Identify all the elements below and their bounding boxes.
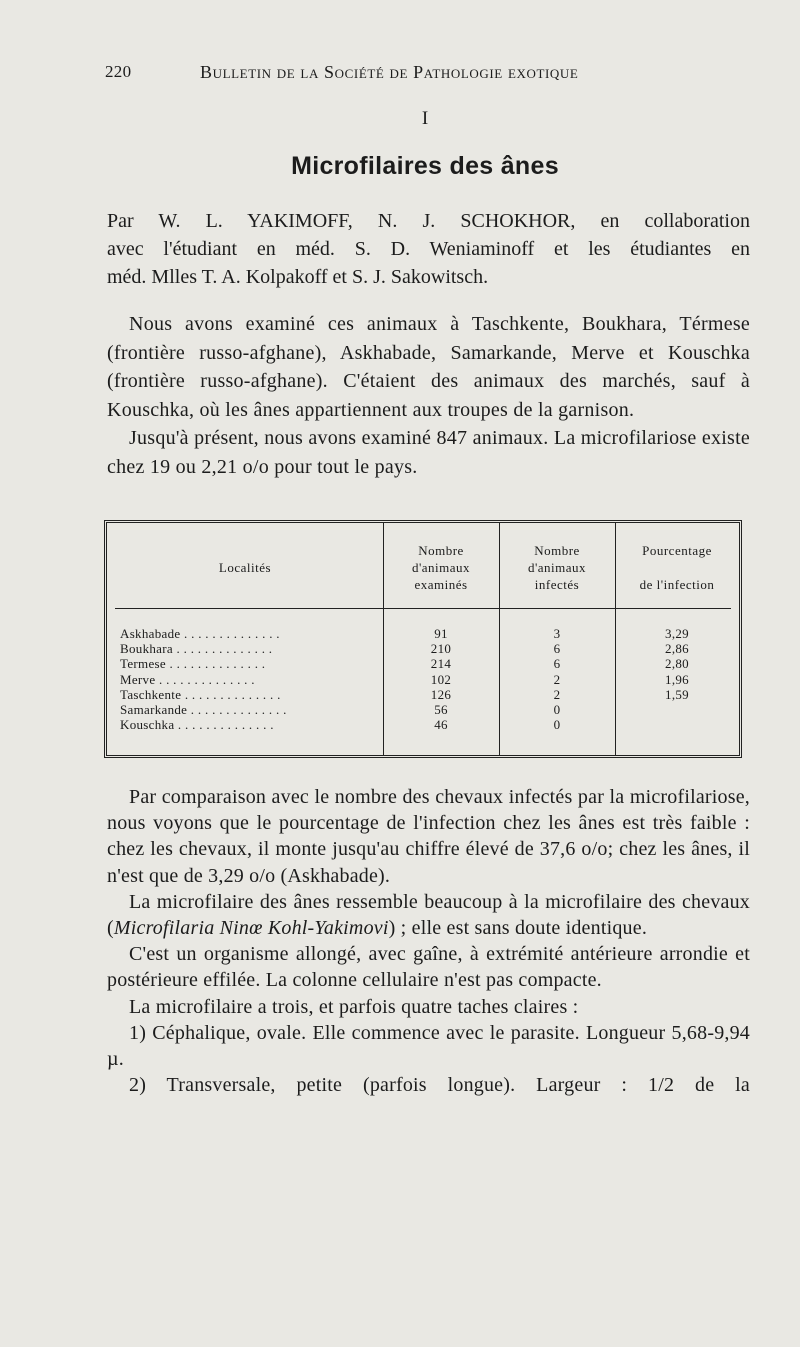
paragraph: 1) Céphalique, ovale. Elle commence avec le parasite. Longueur 5,68-9,94 µ. — [107, 1021, 750, 1071]
row-localite: Taschkente . . . . . . . . . . . . . . — [120, 686, 281, 702]
row-pourcentage: 3,29 — [665, 626, 689, 641]
row-pourcentage: 1,59 — [665, 686, 689, 702]
intro-text — [107, 310, 750, 481]
row-infectes: 2 — [553, 671, 561, 687]
row-localite: Termese . . . . . . . . . . . . . . — [120, 656, 266, 672]
pourcentage-column — [615, 626, 739, 732]
row-localite: Kouschka . . . . . . . . . . . . . . — [120, 717, 274, 733]
article-title: Microfilaires des ânes — [291, 152, 559, 180]
row-localite: Samarkande . . . . . . . . . . . . . . — [120, 702, 287, 718]
row-infectes: 0 — [553, 717, 561, 733]
row-infectes: 6 — [553, 641, 561, 657]
row-pourcentage: 1,96 — [665, 671, 689, 687]
row-pourcentage — [615, 702, 739, 717]
body-text — [107, 784, 750, 1098]
paragraph: Jusqu'à présent, nous avons examiné 847 animaux. La microfilariose existe chez 19 ou 2,21 o/o pour tout le pays. — [107, 427, 750, 478]
row-examines: 126 — [430, 686, 452, 702]
paragraph: Par comparaison avec le nombre des chevaux infectés par la microfilariose, nous voyons que le pourcentage de l'infection chez les ânes est très faible : chez les chevaux, il monte jusqu'au chiffre élevé de 37,6 o/o; chez les ânes, il n'est que de 3,29 o/o (Askhabade). — [107, 786, 750, 887]
page-number: 220 — [105, 62, 132, 81]
row-infectes: 2 — [553, 686, 561, 702]
species-name: Microfilaria Ninœ Kohl-Yakimovi — [113, 917, 389, 940]
author-line: méd. Mlles T. A. Kolpakoff et S. J. Sakowitsch. — [107, 266, 489, 288]
author-line: Par W. L. YAKIMOFF, N. J. SCHOKHOR, en collaboration — [107, 210, 750, 232]
row-pourcentage — [615, 717, 739, 732]
header-infectes: Nombre d'animaux infectés — [527, 543, 587, 592]
infectes-column — [499, 626, 615, 732]
row-infectes: 3 — [553, 626, 561, 641]
header-localites: Localités — [218, 560, 272, 575]
paragraph: La microfilaire des ânes ressemble beaucoup à la microfilaire des chevaux (Microfilaria Ninœ Kohl-Yakimovi) ; elle est sans doute identique. — [107, 890, 750, 940]
paragraph: C'est un organisme allongé, avec gaîne, à extrémité antérieure arrondie et postérieure effilée. La colonne cellulaire n'est pas compacte. — [107, 943, 750, 992]
paragraph: 2) Transversale, petite (parfois longue). Largeur : 1/2 de la — [129, 1074, 750, 1097]
row-examines: 210 — [430, 641, 452, 657]
paragraph: La microfilaire a trois, et parfois quatre taches claires : — [129, 995, 579, 1018]
paragraph: Nous avons examiné ces animaux à Taschkente, Boukhara, Térmese (frontière russo-afghane), Askhabade, Samarkande, Merve et Kouschka (frontière russo-afghane). C'étaient des animaux des marchés, sauf à Kouschka, où les ânes appartiennent aux troupes de la garnison. — [107, 313, 750, 421]
row-localite: Merve . . . . . . . . . . . . . . — [120, 671, 255, 687]
row-infectes: 0 — [553, 702, 561, 718]
row-examines: 91 — [434, 626, 448, 641]
localites-column — [120, 626, 376, 732]
header-rule — [115, 608, 731, 609]
examines-column — [383, 626, 499, 732]
data-table — [104, 520, 742, 758]
author-byline — [107, 207, 750, 291]
section-number: I — [421, 108, 429, 129]
row-examines: 56 — [434, 702, 448, 718]
header-pourcentage: Pourcentage de l'infection — [639, 543, 715, 592]
row-pourcentage: 2,80 — [665, 656, 689, 672]
journal-title: Bulletin de la Société de Pathologie exotique — [200, 62, 579, 82]
row-infectes: 6 — [553, 656, 561, 672]
running-head — [105, 62, 755, 92]
row-examines: 214 — [430, 656, 452, 672]
header-examines: Nombre d'animaux examinés — [411, 543, 471, 592]
author-line: avec l'étudiant en méd. S. D. Weniaminoff et les étudiantes en — [107, 238, 750, 260]
row-examines: 46 — [434, 717, 448, 733]
row-examines: 102 — [430, 671, 452, 687]
row-localite: Boukhara . . . . . . . . . . . . . . — [120, 641, 273, 657]
row-localite: Askhabade . . . . . . . . . . . . . . — [120, 626, 280, 641]
row-pourcentage: 2,86 — [665, 641, 689, 657]
